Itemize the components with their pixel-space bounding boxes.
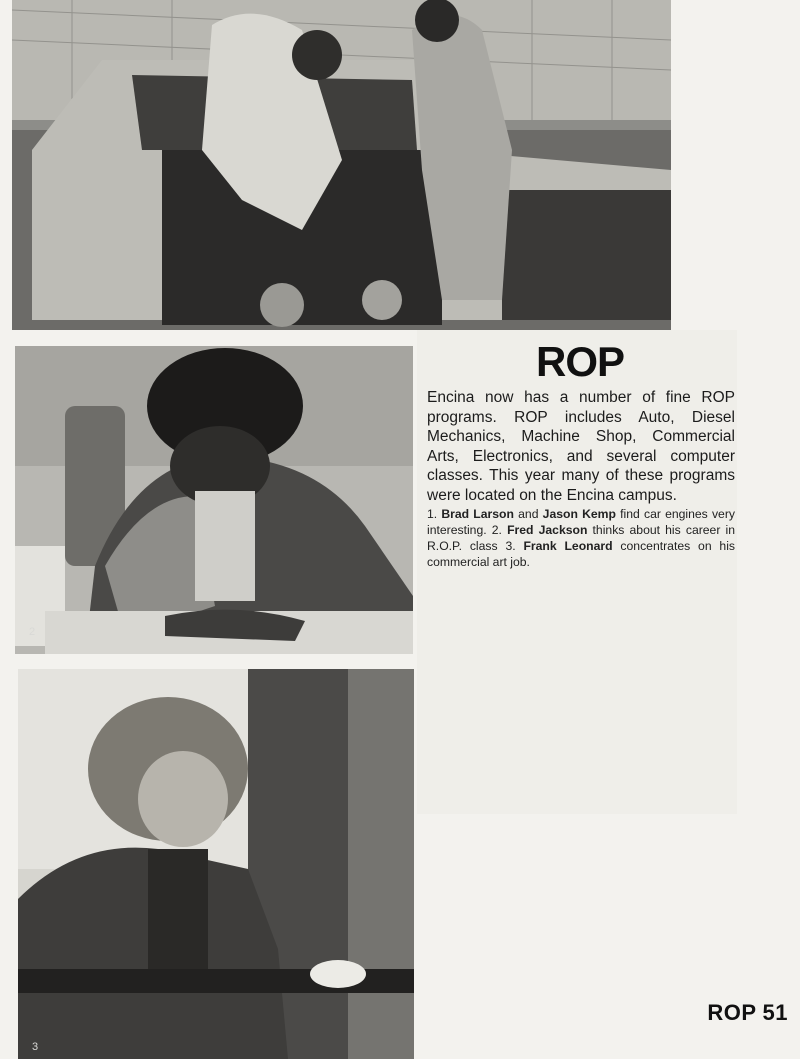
caption-3-name: Frank Leonard bbox=[523, 539, 613, 553]
photo-truck-engine bbox=[12, 0, 671, 330]
caption-2-num: 2. bbox=[491, 523, 502, 537]
caption-3-num: 3. bbox=[505, 539, 516, 553]
caption-2-name: Fred Jackson bbox=[507, 523, 588, 537]
photo-truck-engine-image bbox=[12, 0, 671, 330]
caption-1-num: 1. bbox=[427, 507, 438, 521]
photo-student-thinking bbox=[15, 346, 413, 654]
intro-paragraph: Encina now has a number of fine ROP programs. ROP includes Auto, Diesel Mechanics, Machine Shop, Commercial Arts, Electronics, and several computer classes. This year many of these programs were located on the Encina campus. bbox=[427, 389, 735, 504]
photo-student-drawing-image bbox=[18, 669, 414, 1059]
page-number: 51 bbox=[762, 1000, 788, 1025]
page-folio bbox=[707, 1000, 788, 1026]
photo-number-2: 2 bbox=[29, 626, 36, 638]
caption-1-name-1: Brad Larson bbox=[441, 507, 514, 521]
caption-1-name-2: Jason Kemp bbox=[542, 507, 616, 521]
caption-1-text: find car engines very interesting. bbox=[427, 507, 735, 537]
caption-2-text: thinks about his career in R.O.P. class bbox=[427, 523, 736, 553]
photo-number-3: 3 bbox=[32, 1041, 39, 1053]
photo-student-thinking-image bbox=[15, 346, 413, 654]
folio-label: ROP bbox=[707, 1000, 757, 1025]
caption-1-mid: and bbox=[518, 507, 539, 521]
section-title: ROP bbox=[535, 338, 624, 385]
photo-captions bbox=[427, 506, 735, 570]
caption-3-text: concentrates on his commercial art job. bbox=[427, 539, 736, 569]
photo-student-drawing bbox=[18, 669, 414, 1059]
